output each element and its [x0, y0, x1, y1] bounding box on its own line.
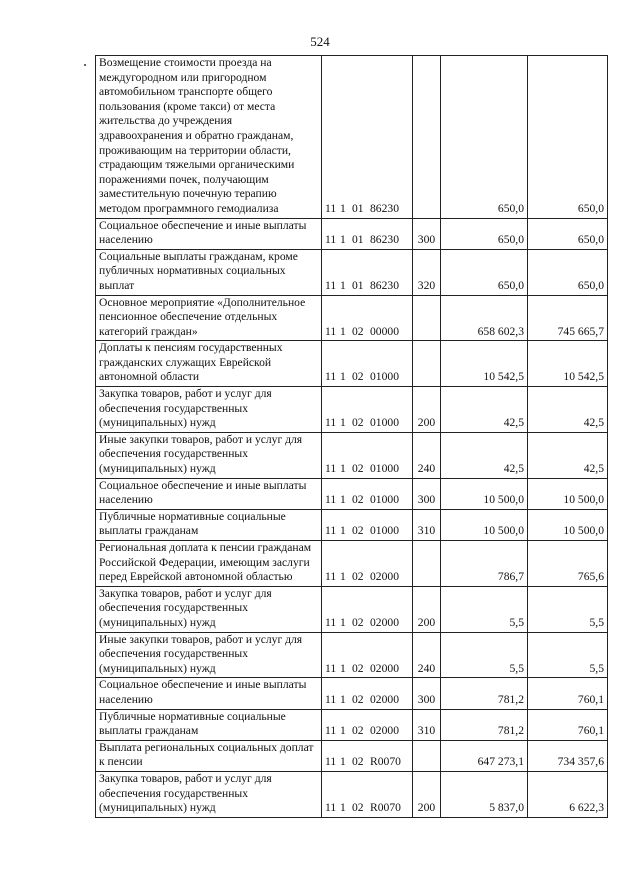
- code-event: 02: [352, 416, 364, 430]
- row-name: Доплаты к пенсиям государственных гражданских служащих Еврейской автономной области: [96, 341, 322, 387]
- expense-type-code: 200: [413, 586, 441, 632]
- code-direction: 01000: [370, 370, 399, 384]
- code-program: 11: [325, 324, 337, 338]
- expense-type-code: [413, 740, 441, 771]
- expense-type-code: 200: [413, 771, 441, 817]
- target-article-code: [322, 586, 413, 632]
- code-program: 11: [325, 615, 337, 629]
- code-program: 11: [325, 201, 337, 215]
- table-row: [96, 341, 608, 387]
- code-subprogram: 1: [340, 370, 346, 384]
- code-direction: 00000: [370, 324, 399, 338]
- amount-year-2: 10 542,5: [528, 341, 608, 387]
- code-subprogram: 1: [340, 661, 346, 675]
- code-program: 11: [325, 724, 337, 738]
- amount-year-1: 10 542,5: [441, 341, 528, 387]
- code-program: 11: [325, 570, 337, 584]
- table-row: [96, 432, 608, 478]
- table-row: [96, 387, 608, 433]
- expense-type-code: 240: [413, 432, 441, 478]
- amount-year-1: 5 837,0: [441, 771, 528, 817]
- row-name: Основное мероприятие «Дополнительное пенсионное обеспечение отдельных категорий граждан»: [96, 295, 322, 341]
- expense-type-code: 310: [413, 509, 441, 540]
- table-row: [96, 771, 608, 817]
- amount-year-2: 765,6: [528, 541, 608, 587]
- code-program: 11: [325, 493, 337, 507]
- code-direction: 01000: [370, 493, 399, 507]
- code-event: 02: [352, 570, 364, 584]
- code-direction: 02000: [370, 724, 399, 738]
- code-program: 11: [325, 278, 337, 292]
- expense-type-code: [413, 341, 441, 387]
- code-program: 11: [325, 661, 337, 675]
- table-row: [96, 478, 608, 509]
- code-event: 02: [352, 801, 364, 815]
- row-name: Публичные нормативные социальные выплаты гражданам: [96, 709, 322, 740]
- code-direction: 86230: [370, 278, 399, 292]
- row-name: Иные закупки товаров, работ и услуг для обеспечения государственных (муниципальных) нужд: [96, 632, 322, 678]
- row-name: Социальное обеспечение и иные выплаты населению: [96, 478, 322, 509]
- amount-year-1: 10 500,0: [441, 509, 528, 540]
- page-number: 524: [310, 34, 330, 49]
- row-name: Выплата региональных социальных доплат к пенсии: [96, 740, 322, 771]
- row-name: Закупка товаров, работ и услуг для обеспечения государственных (муниципальных) нужд: [96, 771, 322, 817]
- row-name: Публичные нормативные социальные выплаты гражданам: [96, 509, 322, 540]
- table-row: [96, 218, 608, 249]
- table-row: [96, 541, 608, 587]
- amount-year-1: 650,0: [441, 218, 528, 249]
- target-article-code: [322, 218, 413, 249]
- amount-year-1: 650,0: [441, 56, 528, 219]
- code-direction: 02000: [370, 615, 399, 629]
- code-event: 02: [352, 524, 364, 538]
- expense-type-code: 310: [413, 709, 441, 740]
- code-event: 02: [352, 615, 364, 629]
- code-program: 11: [325, 801, 337, 815]
- amount-year-2: 760,1: [528, 678, 608, 709]
- table-row: [96, 56, 608, 219]
- expense-type-code: 300: [413, 218, 441, 249]
- code-subprogram: 1: [340, 462, 346, 476]
- table-row: [96, 678, 608, 709]
- code-subprogram: 1: [340, 801, 346, 815]
- row-name: Социальные выплаты гражданам, кроме публичных нормативных социальных выплат: [96, 249, 322, 295]
- table-row: [96, 709, 608, 740]
- expense-type-code: 240: [413, 632, 441, 678]
- amount-year-1: 786,7: [441, 541, 528, 587]
- target-article-code: [322, 771, 413, 817]
- code-event: 02: [352, 324, 364, 338]
- code-program: 11: [325, 462, 337, 476]
- table-row: [96, 632, 608, 678]
- target-article-code: [322, 541, 413, 587]
- amount-year-1: 10 500,0: [441, 478, 528, 509]
- code-direction: 02000: [370, 661, 399, 675]
- code-direction: R0070: [370, 755, 401, 769]
- amount-year-2: 650,0: [528, 56, 608, 219]
- target-article-code: [322, 632, 413, 678]
- target-article-code: [322, 478, 413, 509]
- code-direction: 86230: [370, 233, 399, 247]
- expense-type-code: [413, 295, 441, 341]
- amount-year-1: 650,0: [441, 249, 528, 295]
- target-article-code: [322, 709, 413, 740]
- code-subprogram: 1: [340, 724, 346, 738]
- expense-type-code: [413, 541, 441, 587]
- expense-type-code: 300: [413, 478, 441, 509]
- expense-type-code: 200: [413, 387, 441, 433]
- budget-table: [95, 55, 608, 818]
- amount-year-1: 42,5: [441, 432, 528, 478]
- target-article-code: [322, 387, 413, 433]
- expense-type-code: [413, 56, 441, 219]
- expense-type-code: 320: [413, 249, 441, 295]
- code-event: 02: [352, 661, 364, 675]
- table-row: [96, 586, 608, 632]
- scan-speck: [84, 64, 86, 66]
- target-article-code: [322, 295, 413, 341]
- table-row: [96, 509, 608, 540]
- row-name: Закупка товаров, работ и услуг для обеспечения государственных (муниципальных) нужд: [96, 387, 322, 433]
- code-subprogram: 1: [340, 233, 346, 247]
- code-event: 02: [352, 724, 364, 738]
- amount-year-2: 760,1: [528, 709, 608, 740]
- row-name: Закупка товаров, работ и услуг для обеспечения государственных (муниципальных) нужд: [96, 586, 322, 632]
- code-event: 02: [352, 692, 364, 706]
- table-row: [96, 295, 608, 341]
- code-program: 11: [325, 692, 337, 706]
- target-article-code: [322, 509, 413, 540]
- budget-table-body: [96, 56, 608, 818]
- code-subprogram: 1: [340, 278, 346, 292]
- code-direction: 01000: [370, 524, 399, 538]
- code-event: 02: [352, 493, 364, 507]
- expense-type-code: 300: [413, 678, 441, 709]
- code-subprogram: 1: [340, 692, 346, 706]
- amount-year-1: 5,5: [441, 632, 528, 678]
- amount-year-2: 42,5: [528, 387, 608, 433]
- amount-year-1: 781,2: [441, 709, 528, 740]
- amount-year-2: 5,5: [528, 632, 608, 678]
- code-program: 11: [325, 370, 337, 384]
- row-name: Иные закупки товаров, работ и услуг для обеспечения государственных (муниципальных) нужд: [96, 432, 322, 478]
- code-event: 02: [352, 370, 364, 384]
- code-event: 01: [352, 201, 364, 215]
- target-article-code: [322, 56, 413, 219]
- amount-year-2: 650,0: [528, 218, 608, 249]
- target-article-code: [322, 678, 413, 709]
- table-row: [96, 249, 608, 295]
- amount-year-2: 42,5: [528, 432, 608, 478]
- code-program: 11: [325, 524, 337, 538]
- amount-year-2: 10 500,0: [528, 478, 608, 509]
- row-name: Социальное обеспечение и иные выплаты населению: [96, 218, 322, 249]
- code-subprogram: 1: [340, 570, 346, 584]
- amount-year-2: 6 622,3: [528, 771, 608, 817]
- code-subprogram: 1: [340, 416, 346, 430]
- target-article-code: [322, 249, 413, 295]
- row-name: Возмещение стоимости проезда на междугородном или пригородном автомобильном транспорте общего пользования (кроме такси) от места жительства до учреждения здравоохранения и обратно гражданам, проживающим на территории области, страдающим тяжелыми органическими поражениями почек, получающим заместительную почечную терапию методом программного гемодиализа: [96, 56, 322, 219]
- code-subprogram: 1: [340, 201, 346, 215]
- target-article-code: [322, 432, 413, 478]
- code-direction: 02000: [370, 570, 399, 584]
- code-subprogram: 1: [340, 755, 346, 769]
- code-subprogram: 1: [340, 493, 346, 507]
- code-program: 11: [325, 233, 337, 247]
- code-direction: R0070: [370, 801, 401, 815]
- amount-year-1: 647 273,1: [441, 740, 528, 771]
- amount-year-1: 781,2: [441, 678, 528, 709]
- amount-year-2: 5,5: [528, 586, 608, 632]
- amount-year-1: 658 602,3: [441, 295, 528, 341]
- code-subprogram: 1: [340, 324, 346, 338]
- code-program: 11: [325, 755, 337, 769]
- target-article-code: [322, 341, 413, 387]
- target-article-code: [322, 740, 413, 771]
- code-subprogram: 1: [340, 615, 346, 629]
- row-name: Региональная доплата к пенсии гражданам Российской Федерации, имеющим заслуги перед Еврейской автономной областью: [96, 541, 322, 587]
- amount-year-1: 5,5: [441, 586, 528, 632]
- code-event: 02: [352, 755, 364, 769]
- code-event: 01: [352, 278, 364, 292]
- amount-year-2: 10 500,0: [528, 509, 608, 540]
- code-program: 11: [325, 416, 337, 430]
- amount-year-2: 650,0: [528, 249, 608, 295]
- code-subprogram: 1: [340, 524, 346, 538]
- code-direction: 01000: [370, 462, 399, 476]
- code-direction: 01000: [370, 416, 399, 430]
- amount-year-2: 745 665,7: [528, 295, 608, 341]
- code-direction: 02000: [370, 692, 399, 706]
- code-event: 01: [352, 233, 364, 247]
- amount-year-2: 734 357,6: [528, 740, 608, 771]
- code-event: 02: [352, 462, 364, 476]
- amount-year-1: 42,5: [441, 387, 528, 433]
- row-name: Социальное обеспечение и иные выплаты населению: [96, 678, 322, 709]
- table-row: [96, 740, 608, 771]
- code-direction: 86230: [370, 201, 399, 215]
